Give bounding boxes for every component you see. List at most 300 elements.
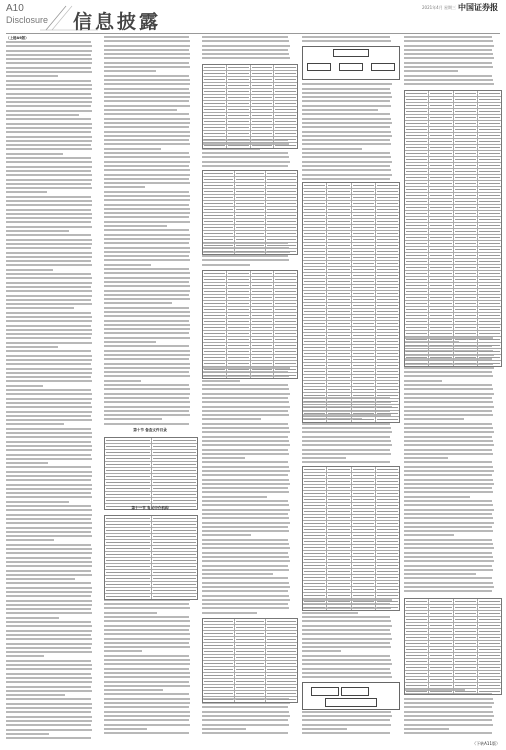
table-cell — [227, 89, 251, 94]
table-cell — [376, 473, 399, 478]
table-cell — [266, 631, 297, 636]
table-cell — [303, 375, 327, 380]
table-cell — [478, 205, 501, 210]
table-cell — [405, 199, 429, 204]
table-cell — [227, 337, 251, 342]
text-line — [104, 113, 189, 115]
article-column-2 — [104, 36, 196, 744]
table-cell — [376, 417, 399, 422]
table-cell — [203, 673, 235, 678]
text-line — [104, 268, 189, 270]
text-line — [104, 109, 177, 111]
table-cell — [376, 515, 399, 520]
text-line — [6, 531, 91, 533]
text-line — [6, 376, 91, 378]
table-cell — [327, 327, 351, 332]
text-line — [202, 384, 288, 386]
text-line — [302, 655, 390, 657]
text-line — [104, 285, 190, 287]
article-column-5 — [404, 36, 500, 744]
table-cell — [454, 605, 478, 610]
text-line — [302, 436, 390, 438]
text-line — [6, 445, 92, 447]
table-cell — [376, 479, 399, 484]
text-line — [6, 337, 91, 339]
text-line — [404, 397, 492, 399]
table-cell — [352, 551, 376, 556]
table-cell — [274, 361, 297, 366]
table-cell — [478, 671, 501, 676]
table-cell — [454, 175, 478, 180]
text-line — [202, 530, 289, 532]
table-cell — [327, 515, 351, 520]
table-cell — [274, 125, 297, 130]
table-row — [105, 594, 197, 599]
table-cell — [227, 283, 251, 288]
text-line — [302, 156, 391, 158]
text-line — [302, 169, 391, 171]
table-cell — [303, 599, 327, 604]
table-cell — [327, 467, 351, 472]
table-cell — [454, 277, 478, 282]
table-cell — [303, 417, 327, 422]
text-line — [404, 384, 492, 386]
text-line — [404, 526, 492, 528]
table-cell — [429, 97, 453, 102]
table-cell — [105, 558, 152, 563]
text-line — [404, 371, 492, 373]
text-line — [202, 401, 289, 403]
text-line — [6, 80, 91, 82]
table-cell — [251, 83, 275, 88]
table-caption: 第十节 备查文件目录 — [133, 428, 167, 432]
table-cell — [152, 474, 198, 479]
text-line — [104, 259, 190, 261]
table-cell — [235, 207, 267, 212]
table-cell — [405, 145, 429, 150]
table-cell — [203, 307, 227, 312]
text-line — [6, 153, 63, 155]
text-line — [104, 79, 190, 81]
table-cell — [352, 575, 376, 580]
table-cell — [227, 107, 251, 112]
table-cell — [152, 534, 198, 539]
table-cell — [454, 665, 478, 670]
table-cell — [327, 213, 351, 218]
table-cell — [203, 655, 235, 660]
table-cell — [454, 683, 478, 688]
table-cell — [266, 691, 297, 696]
text-line — [104, 646, 190, 648]
table-cell — [303, 545, 327, 550]
text-line — [6, 638, 92, 640]
text-line — [104, 689, 163, 691]
text-line — [404, 393, 494, 395]
text-line — [202, 526, 288, 528]
table-cell — [274, 101, 297, 106]
table-cell — [429, 277, 453, 282]
text-line — [404, 423, 492, 425]
table-cell — [235, 625, 267, 630]
table-cell — [303, 183, 327, 188]
table-cell — [235, 697, 267, 702]
section-title: 信息披露 — [73, 11, 162, 33]
table-cell — [105, 534, 152, 539]
table-cell — [352, 587, 376, 592]
text-line — [6, 462, 48, 464]
text-line — [104, 719, 189, 721]
table-cell — [454, 671, 478, 676]
table-cell — [478, 277, 501, 282]
table-cell — [478, 361, 501, 366]
table-cell — [227, 301, 251, 306]
table-cell — [454, 313, 478, 318]
text-line — [302, 440, 391, 442]
text-line — [6, 45, 92, 47]
text-line — [6, 630, 92, 632]
table-cell — [429, 599, 453, 604]
text-line — [104, 337, 190, 339]
table-cell — [203, 71, 227, 76]
table-cell — [429, 193, 453, 198]
table-cell — [203, 89, 227, 94]
table-cell — [478, 181, 501, 186]
table-cell — [478, 229, 501, 234]
table-cell — [227, 289, 251, 294]
table-cell — [274, 277, 297, 282]
text-line — [404, 436, 492, 438]
table-cell — [352, 605, 376, 610]
text-line — [202, 534, 251, 536]
table-cell — [227, 83, 251, 88]
text-line — [104, 685, 190, 687]
table-cell — [327, 237, 351, 242]
text-line — [6, 170, 91, 172]
text-line — [404, 504, 493, 506]
text-line — [202, 444, 290, 446]
table-cell — [376, 201, 399, 206]
table-cell — [327, 387, 351, 392]
text-line — [6, 88, 92, 90]
newspaper-logo: 中国证券报 — [458, 2, 498, 12]
table-cell — [352, 599, 376, 604]
text-line — [404, 706, 492, 708]
table-cell — [478, 193, 501, 198]
table-cell — [454, 109, 478, 114]
table-cell — [454, 361, 478, 366]
text-line — [404, 440, 493, 442]
table-cell — [376, 183, 399, 188]
text-line — [302, 174, 392, 176]
table-cell — [429, 241, 453, 246]
table-cell — [429, 295, 453, 300]
text-line — [404, 410, 492, 412]
table-cell — [429, 229, 453, 234]
text-line — [202, 539, 288, 541]
text-line — [104, 603, 189, 605]
table-cell — [274, 343, 297, 348]
text-line — [6, 264, 92, 266]
table-cell — [303, 509, 327, 514]
text-line — [404, 539, 492, 541]
table-cell — [376, 375, 399, 380]
table-cell — [274, 137, 297, 142]
text-line — [104, 650, 142, 652]
table-cell — [105, 468, 152, 473]
text-line — [104, 328, 190, 330]
table-cell — [405, 127, 429, 132]
text-line — [302, 724, 391, 726]
table-cell — [274, 89, 297, 94]
table-cell — [376, 321, 399, 326]
text-line — [302, 461, 390, 463]
text-line — [404, 582, 493, 584]
text-line — [6, 191, 47, 193]
table-cell — [274, 313, 297, 318]
text-line — [302, 650, 341, 652]
table-cell — [327, 575, 351, 580]
text-line — [6, 660, 91, 662]
table-cell — [251, 313, 275, 318]
table-cell — [405, 349, 429, 354]
text-line — [104, 49, 189, 51]
table-cell — [454, 301, 478, 306]
table-cell — [227, 343, 251, 348]
table-cell — [105, 474, 152, 479]
table-cell — [478, 599, 501, 604]
text-line — [404, 530, 493, 532]
text-line — [6, 527, 92, 529]
text-line — [202, 724, 289, 726]
table-cell — [376, 411, 399, 416]
table-cell — [203, 289, 227, 294]
table-cell — [327, 605, 351, 610]
text-line — [104, 659, 190, 661]
text-line — [404, 719, 492, 721]
table-cell — [352, 387, 376, 392]
table-cell — [203, 295, 227, 300]
table-cell — [327, 375, 351, 380]
table-cell — [376, 605, 399, 610]
table-cell — [352, 369, 376, 374]
table-cell — [454, 653, 478, 658]
text-line — [6, 441, 91, 443]
text-line — [6, 101, 92, 103]
text-line — [6, 247, 91, 249]
table-cell — [327, 393, 351, 398]
table-cell — [478, 641, 501, 646]
table-cell — [227, 277, 251, 282]
text-line — [104, 367, 190, 369]
table-cell — [376, 575, 399, 580]
text-line — [6, 677, 92, 679]
text-line — [6, 505, 91, 507]
text-line — [6, 703, 92, 705]
table-cell — [352, 521, 376, 526]
header-rule — [6, 33, 500, 34]
text-line — [6, 518, 91, 520]
text-line — [202, 728, 246, 730]
table-cell — [327, 545, 351, 550]
table-cell — [478, 271, 501, 276]
table-cell — [266, 207, 297, 212]
table-cell — [203, 243, 235, 248]
table-cell — [454, 259, 478, 264]
text-line — [6, 200, 92, 202]
table-cell — [227, 65, 251, 70]
text-line — [202, 543, 289, 545]
table-cell — [251, 337, 275, 342]
table-cell — [429, 605, 453, 610]
table-cell — [235, 225, 267, 230]
text-line — [202, 517, 289, 519]
table-cell — [478, 337, 501, 342]
table-cell — [274, 289, 297, 294]
table-cell — [454, 271, 478, 276]
table-cell — [454, 629, 478, 634]
table-cell — [376, 497, 399, 502]
table-cell — [327, 261, 351, 266]
table-cell — [454, 169, 478, 174]
table-cell — [251, 367, 275, 372]
table-cell — [327, 399, 351, 404]
table-cell — [376, 593, 399, 598]
text-line — [104, 302, 172, 304]
table-cell — [454, 217, 478, 222]
table-cell — [478, 157, 501, 162]
table-cell — [327, 297, 351, 302]
text-line — [104, 225, 167, 227]
text-line — [404, 556, 493, 558]
table-cell — [352, 213, 376, 218]
table-cell — [376, 551, 399, 556]
text-line — [404, 474, 492, 476]
table-cell — [303, 219, 327, 224]
text-line — [404, 427, 493, 429]
table-cell — [405, 343, 429, 348]
table-cell — [227, 355, 251, 360]
text-line — [302, 625, 392, 627]
table-cell — [303, 363, 327, 368]
table-cell — [327, 369, 351, 374]
table-cell — [376, 303, 399, 308]
table-cell — [227, 137, 251, 142]
text-line — [202, 152, 288, 154]
table-cell — [376, 333, 399, 338]
table-cell — [251, 71, 275, 76]
table-cell — [376, 249, 399, 254]
table-cell — [266, 171, 297, 176]
table-cell — [376, 231, 399, 236]
table-cell — [274, 373, 297, 378]
table-cell — [454, 623, 478, 628]
table-cell — [251, 65, 275, 70]
table-cell — [352, 261, 376, 266]
text-line — [202, 423, 288, 425]
text-line — [104, 384, 189, 386]
text-line — [202, 590, 288, 592]
text-line — [104, 92, 190, 94]
table-cell — [235, 691, 267, 696]
table-cell — [429, 127, 453, 132]
table-cell — [203, 277, 227, 282]
text-line — [302, 152, 390, 154]
text-line — [302, 92, 391, 94]
text-line — [302, 732, 390, 734]
table-cell — [152, 552, 198, 557]
text-line — [404, 711, 493, 713]
table-cell — [454, 659, 478, 664]
table-cell — [327, 201, 351, 206]
text-line — [6, 209, 91, 211]
table-cell — [405, 683, 429, 688]
text-line — [202, 603, 288, 605]
table-cell — [376, 189, 399, 194]
text-line — [6, 694, 65, 696]
text-line — [6, 720, 92, 722]
table-cell — [454, 205, 478, 210]
table-cell — [429, 151, 453, 156]
text-line — [6, 539, 54, 541]
text-line — [6, 587, 92, 589]
text-line — [404, 470, 494, 472]
text-line — [6, 621, 91, 623]
table-cell — [376, 345, 399, 350]
table-cell — [203, 331, 227, 336]
text-line — [302, 715, 392, 717]
table-cell — [376, 213, 399, 218]
text-line — [6, 221, 91, 223]
text-line — [6, 140, 92, 142]
text-line — [6, 385, 43, 387]
text-line — [6, 230, 69, 232]
table-cell — [203, 283, 227, 288]
text-line — [104, 724, 190, 726]
table-cell — [376, 563, 399, 568]
table-cell — [327, 357, 351, 362]
table-cell — [251, 95, 275, 100]
text-line — [202, 474, 288, 476]
table-cell — [152, 588, 198, 593]
table-cell — [303, 393, 327, 398]
text-line — [6, 574, 92, 576]
text-line — [302, 659, 391, 661]
table-cell — [303, 467, 327, 472]
table-cell — [152, 492, 198, 497]
table-cell — [105, 438, 152, 443]
text-line — [6, 105, 91, 107]
text-line — [202, 479, 289, 481]
table-cell — [274, 143, 297, 148]
table-cell — [227, 71, 251, 76]
text-line — [202, 255, 288, 257]
table-cell — [152, 498, 198, 503]
text-line — [302, 36, 390, 38]
column-heading: （上接A9版） — [6, 36, 29, 40]
text-line — [302, 178, 390, 180]
text-line — [302, 453, 391, 455]
table-cell — [429, 677, 453, 682]
table-cell — [327, 381, 351, 386]
text-line — [202, 612, 257, 614]
text-line — [104, 216, 189, 218]
text-line — [6, 561, 92, 563]
text-line — [6, 260, 91, 262]
table-cell — [429, 175, 453, 180]
table-cell — [303, 243, 327, 248]
table-cell — [429, 617, 453, 622]
table-cell — [327, 533, 351, 538]
